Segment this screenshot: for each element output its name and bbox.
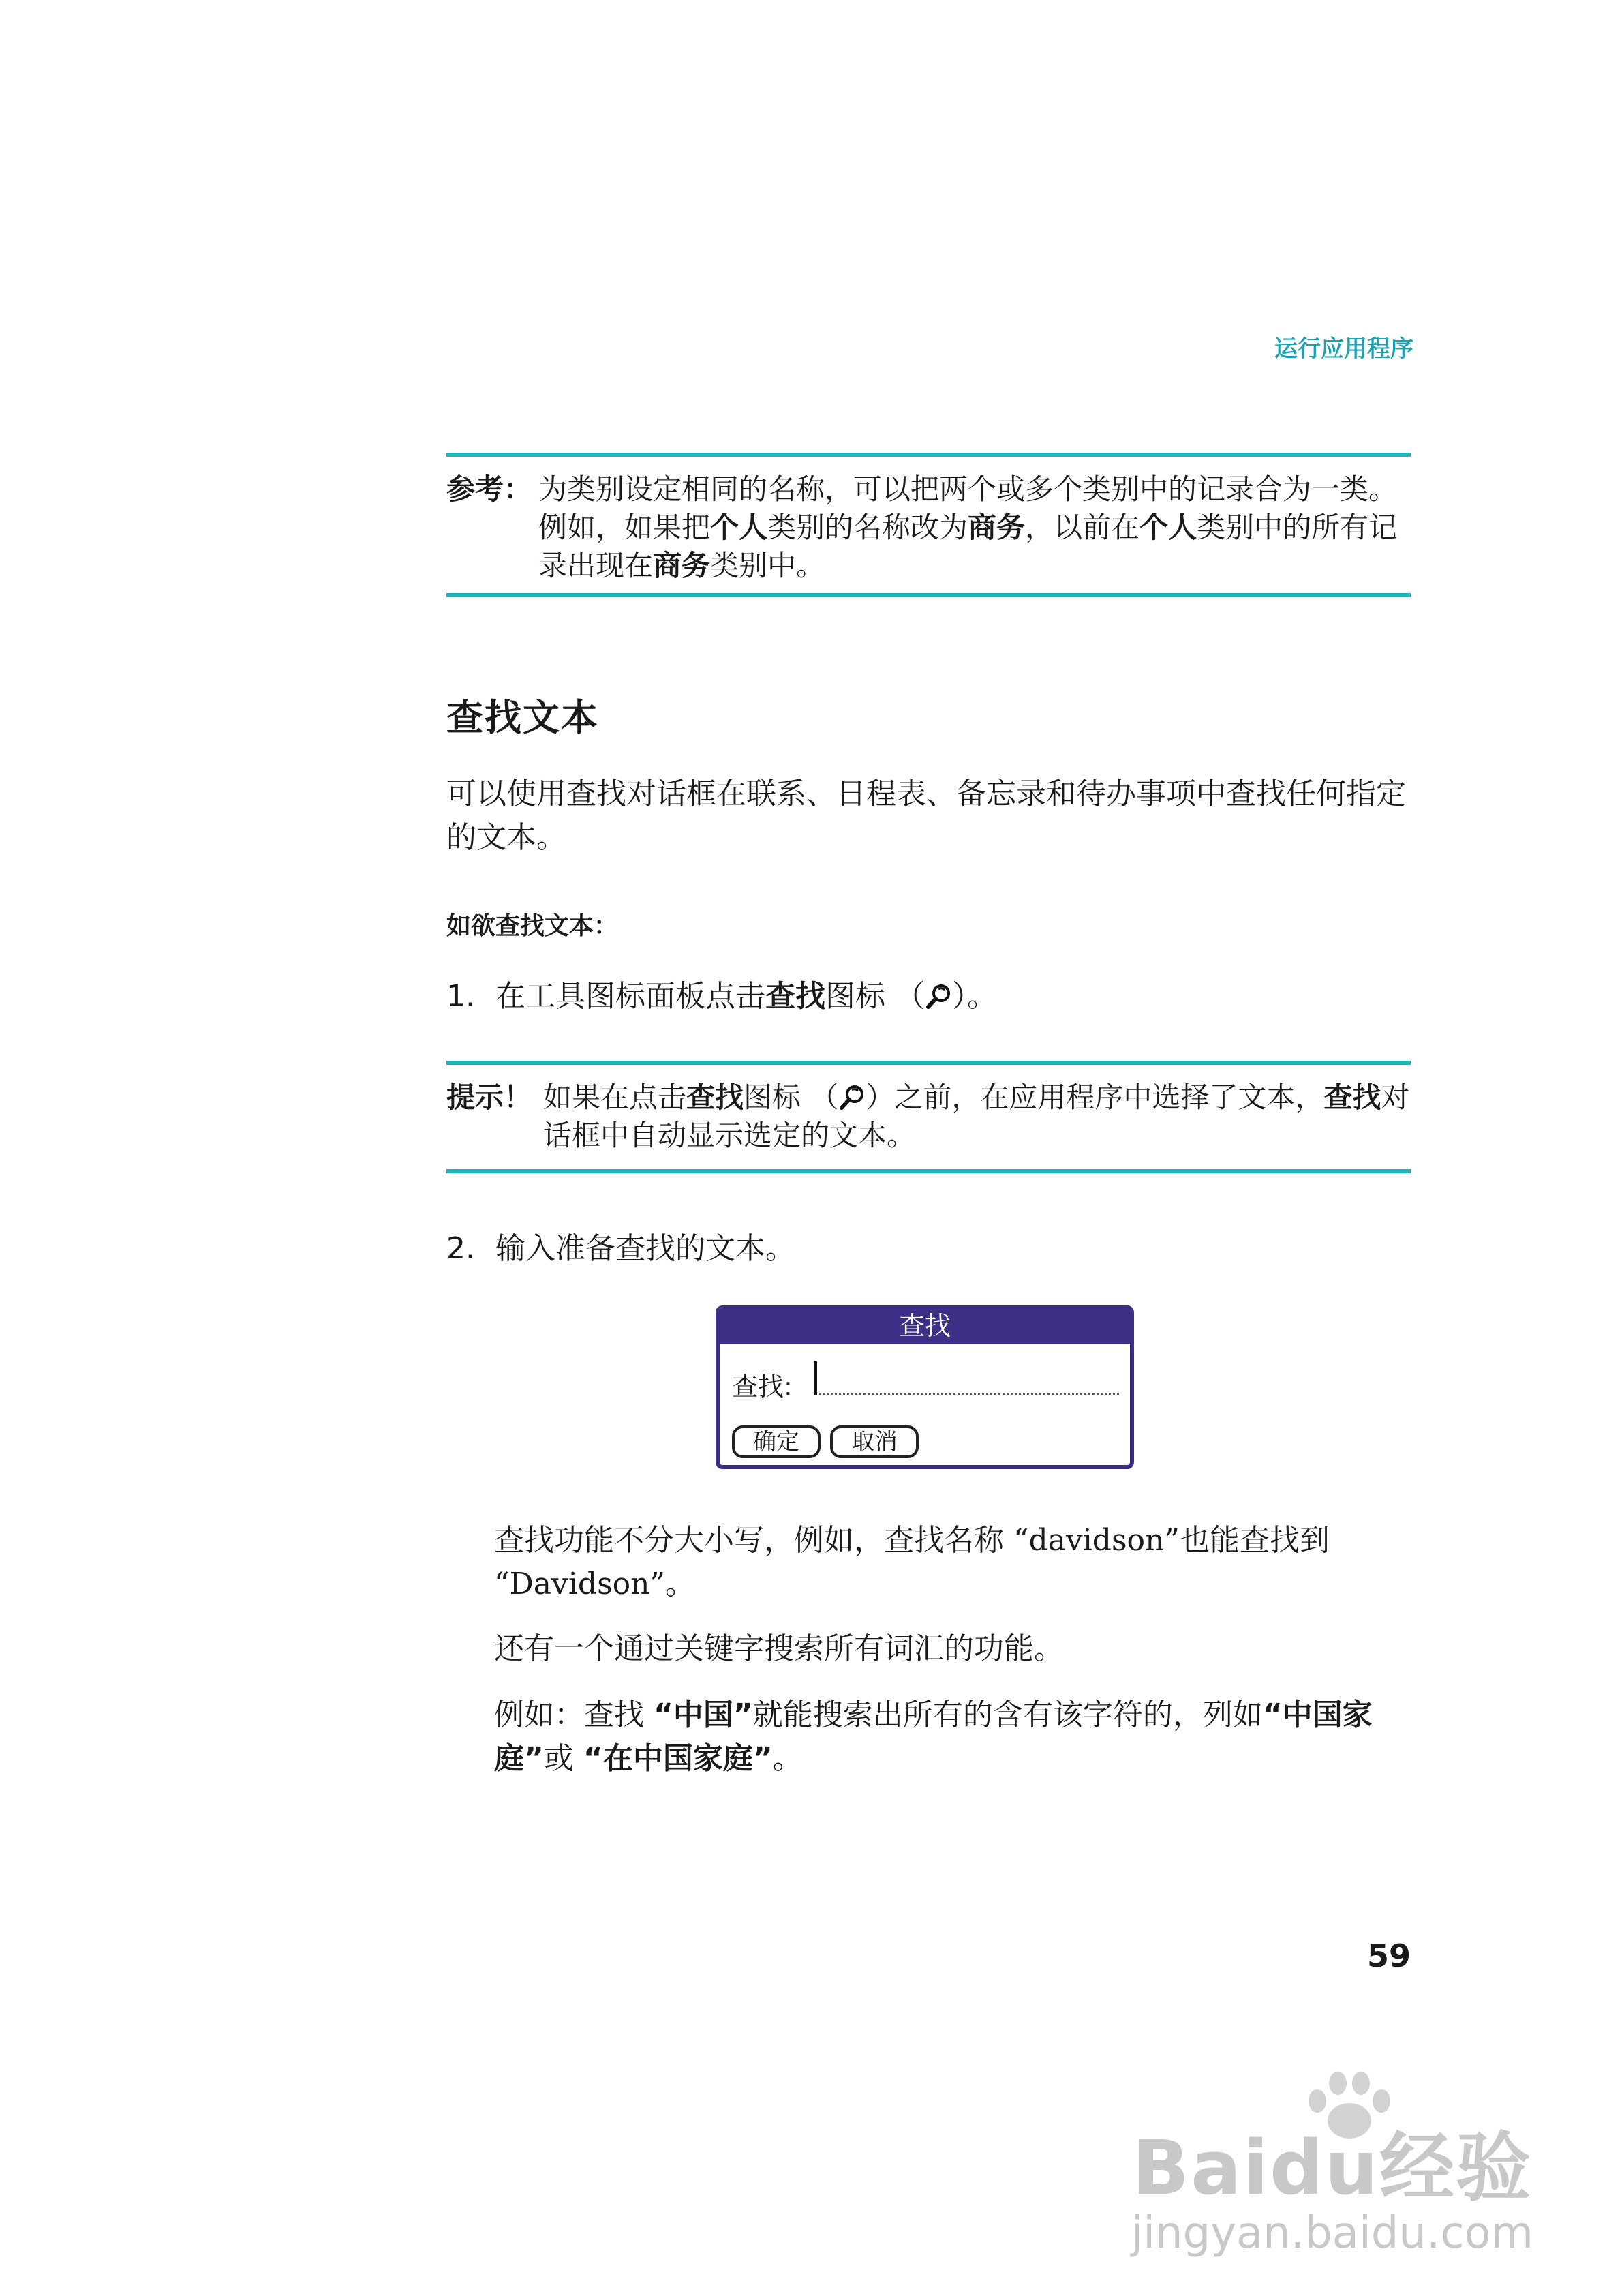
case-insensitive-paragraph: 查找功能不分大小写，例如，查找名称 “davidson”也能查找到 “Davidson”。 xyxy=(494,1523,1330,1601)
example-bold-1: “中国” xyxy=(654,1697,753,1732)
ok-button[interactable]: 确定 xyxy=(732,1425,821,1458)
note-text-2: 类别的名称改为 xyxy=(767,511,968,544)
running-head: 运行应用程序 xyxy=(1274,335,1413,363)
tip-label: 提示！ xyxy=(446,1081,533,1114)
tip-text xyxy=(543,1078,1411,1155)
find-magnifier-icon xyxy=(838,1083,866,1110)
note-bold-business-2: 商务 xyxy=(653,549,711,582)
procedure-subhead: 如欲查找文本： xyxy=(446,912,619,940)
watermark-logo-text: Baidu经验 xyxy=(1132,2124,1533,2211)
find-magnifier-icon xyxy=(925,979,952,1006)
find-dialog-label: 查找: xyxy=(732,1372,793,1402)
note-label: 参考： xyxy=(446,472,533,506)
watermark-url: jingyan.baidu.com xyxy=(1131,2208,1533,2259)
intro-paragraph: 可以使用查找对话框在联系、日程表、备忘录和待办事项中查找任何指定的文本。 xyxy=(446,776,1406,855)
step-2 xyxy=(446,1227,795,1271)
watermark xyxy=(1131,2124,1533,2259)
note-bold-personal-2: 个人 xyxy=(1139,511,1197,544)
example-text-2: 就能搜索出所有的含有该字符的，列如 xyxy=(752,1697,1263,1732)
tip-text-3: ）之前，在应用程序中选择了文本， xyxy=(866,1081,1324,1114)
tip-box xyxy=(446,1078,1411,1155)
step-2-text: 输入准备查找的文本。 xyxy=(495,1231,795,1266)
tip-bold-find-2: 查找 xyxy=(1323,1081,1381,1114)
note-bold-personal: 个人 xyxy=(710,511,768,544)
example-bold-2: “中国家庭” xyxy=(494,1697,1373,1776)
find-dialog xyxy=(716,1305,1134,1469)
note-bold-business: 商务 xyxy=(968,511,1026,544)
note-text-1: 为类别设定相同的名称，可以把两个或多个类别中的记录合为一类。例如，如果把 xyxy=(538,472,1398,544)
step-1-text-2: 图标 （ xyxy=(825,979,925,1014)
tip-text-1: 如果在点击 xyxy=(543,1081,687,1114)
step-1-bold-find: 查找 xyxy=(765,979,825,1014)
tip-bold-find: 查找 xyxy=(686,1081,744,1114)
note-bottom-rule xyxy=(446,593,1411,597)
note-box xyxy=(446,470,1411,585)
section-title: 查找文本 xyxy=(446,696,599,739)
example-text-4: 。 xyxy=(772,1741,803,1776)
cancel-button[interactable]: 取消 xyxy=(830,1425,919,1458)
note-top-rule xyxy=(446,453,1411,457)
tip-bottom-rule xyxy=(446,1169,1411,1173)
step-1 xyxy=(446,975,997,1018)
note-text-5: 类别中。 xyxy=(710,549,825,582)
note-text-4: 类别中的所有记录出现在 xyxy=(538,511,1398,582)
text-cursor xyxy=(814,1361,817,1395)
keyword-search-paragraph: 还有一个通过关键字搜索所有词汇的功能。 xyxy=(494,1631,1064,1666)
step-2-number: 2. xyxy=(446,1231,475,1266)
tip-top-rule xyxy=(446,1061,1411,1065)
example-text-3: 或 xyxy=(543,1741,583,1776)
example-paragraph xyxy=(494,1693,1411,1781)
step-1-text-3: ）。 xyxy=(952,979,997,1014)
note-text xyxy=(538,470,1411,585)
step-1-number: 1. xyxy=(446,979,475,1014)
step-1-text-1: 在工具图标面板点击 xyxy=(495,979,765,1014)
example-text-1: 例如：查找 xyxy=(494,1697,654,1732)
find-text-field[interactable] xyxy=(819,1393,1119,1395)
example-bold-3: “在中国家庭” xyxy=(583,1741,773,1776)
page-number: 59 xyxy=(1366,1937,1411,1974)
note-text-3: ，以前在 xyxy=(1025,511,1140,544)
find-dialog-title: 查找 xyxy=(720,1310,1130,1344)
tip-text-2: 图标 （ xyxy=(744,1081,839,1114)
tip-text-4: 对话框中自动显示选定的文本。 xyxy=(543,1081,1410,1152)
